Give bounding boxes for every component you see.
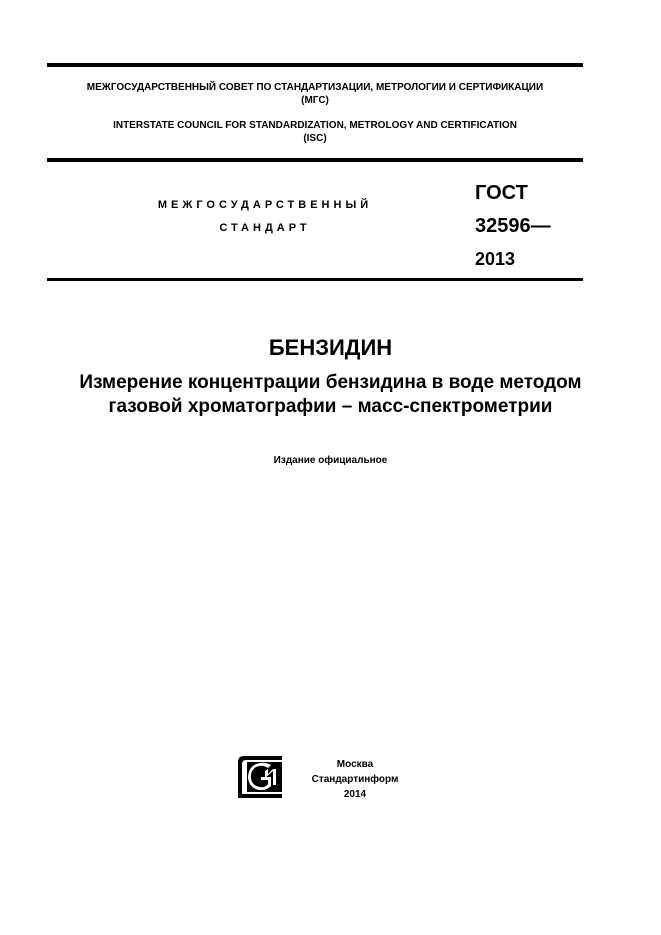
standartinform-logo-icon	[234, 754, 286, 800]
edition-label: Издание официальное	[273, 455, 388, 466]
publisher-name: Стандартинформ	[311, 774, 399, 785]
publisher-block	[300, 757, 410, 802]
standard-designation	[475, 177, 551, 276]
subtitle-line2: газовой хроматографии – масс-спектрометрии	[108, 396, 553, 417]
standard-kind-line1: МЕЖГОСУДАРСТВЕННЫЙ	[157, 199, 373, 211]
council-ru-line1: МЕЖГОСУДАРСТВЕННЫЙ СОВЕТ ПО СТАНДАРТИЗАЦИИ, МЕТРОЛОГИИ И СЕРТИФИКАЦИИ	[86, 82, 544, 93]
publisher-year: 2014	[343, 789, 367, 800]
council-en-line1: INTERSTATE COUNCIL FOR STANDARDIZATION, METROLOGY AND CERTIFICATION	[113, 120, 517, 131]
standard-number: 32596—	[475, 215, 551, 237]
middle-rule	[47, 158, 583, 162]
council-en-abbr: (ISC)	[303, 133, 327, 144]
council-ru-abbr: (МГС)	[301, 95, 329, 106]
document-subtitle	[40, 371, 621, 419]
bottom-rule	[47, 278, 583, 281]
subtitle-line1: Измерение концентрации бензидина в воде методом	[79, 372, 582, 393]
publisher-city: Москва	[336, 759, 374, 770]
standard-code: ГОСТ	[475, 182, 528, 204]
document-title: БЕНЗИДИН	[268, 335, 393, 360]
council-name-en	[47, 119, 583, 145]
top-rule	[47, 63, 583, 67]
standard-kind-line2: СТАНДАРТ	[219, 222, 311, 234]
council-name-ru	[47, 81, 583, 107]
standard-year: 2013	[475, 249, 516, 269]
